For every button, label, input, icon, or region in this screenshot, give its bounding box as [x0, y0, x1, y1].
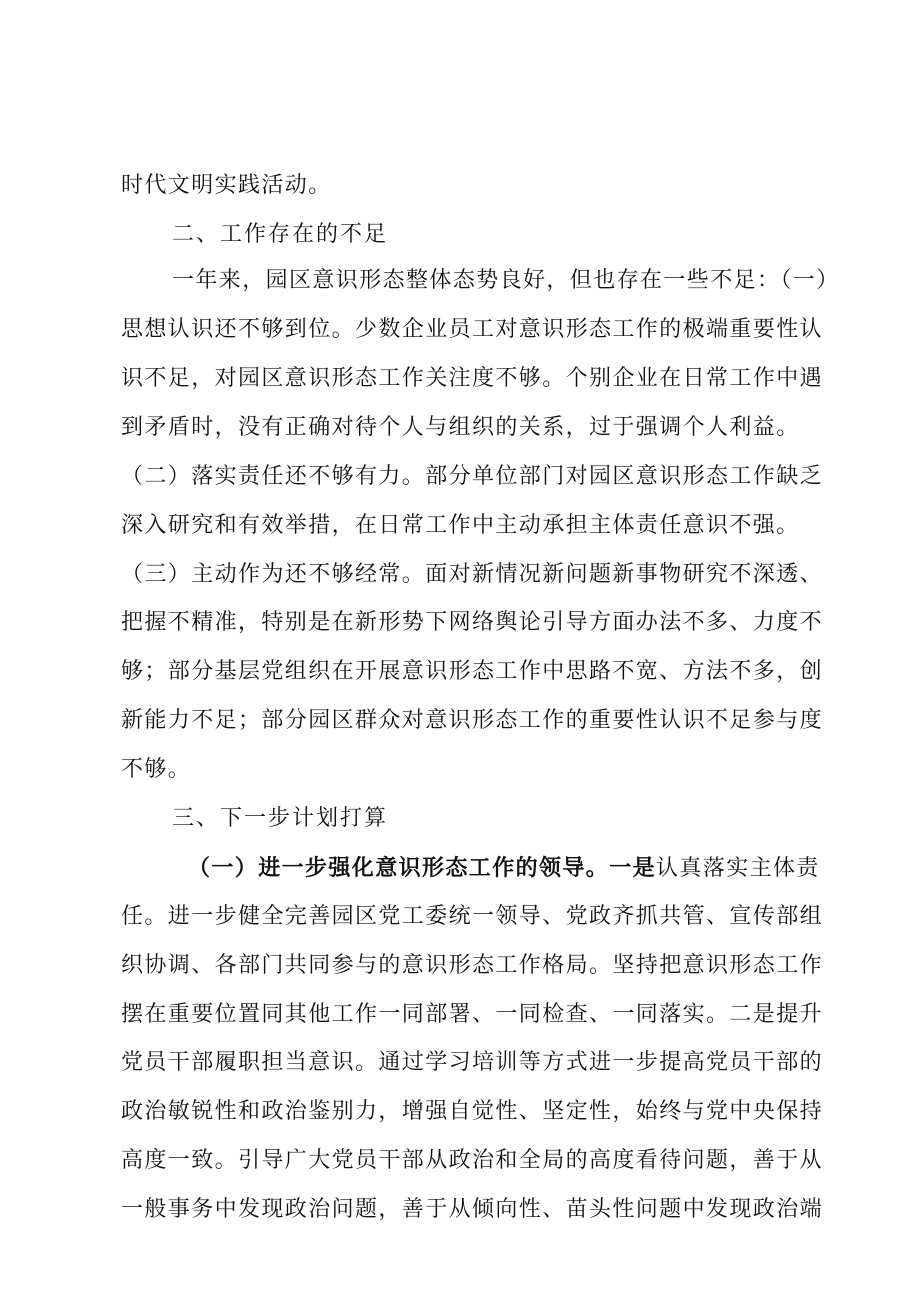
paragraph-line: 把握不精准，特别是在新形势下网络舆论引导方面办法不多、力度不: [121, 610, 824, 635]
paragraph-line: 够；部分基层党组织在开展意识形态工作中思路不宽、方法不多，创: [121, 659, 824, 684]
point-marker-first: 一是: [609, 855, 657, 881]
paragraph-line: 不够。: [121, 757, 192, 782]
paragraph-line: 一般事务中发现政治问题，善于从倾向性、苗头性问题中发现政治端: [121, 1197, 824, 1222]
paragraph-line: 任。进一步健全完善园区党工委统一领导、党政齐抓共管、宣传部组: [121, 904, 824, 929]
paragraph-line: 党员干部履职担当意识。通过学习培训等方式进一步提高党员干部的: [121, 1050, 824, 1075]
paragraph-line: （三）主动作为还不够经常。面对新情况新问题新事物研究不深透、: [121, 562, 824, 587]
section-heading-shortcomings: 二、工作存在的不足: [172, 222, 389, 247]
paragraph-line: 摆在重要位置同其他工作一同部署、一同检查、一同落实。二是提升: [121, 1002, 824, 1027]
paragraph-line: 深入研究和有效举措，在日常工作中主动承担主体责任意识不强。: [121, 513, 800, 538]
paragraph-line: 新能力不足；部分园区群众对意识形态工作的重要性认识不足参与度: [121, 708, 824, 733]
paragraph-line: 识不足，对园区意识形态工作关注度不够。个别企业在日常工作中遇: [121, 366, 824, 391]
paragraph-line: 高度一致。引导广大党员干部从政治和全局的高度看待问题，善于从: [121, 1148, 824, 1173]
paragraph-line: 政治敏锐性和政治鉴别力，增强自觉性、坚定性，始终与党中央保持: [121, 1099, 824, 1124]
paragraph-line: 思想认识还不够到位。少数企业员工对意识形态工作的极端重要性认: [121, 317, 824, 342]
paragraph-line: （二）落实责任还不够有力。部分单位部门对园区意识形态工作缺乏: [121, 464, 824, 489]
subheading-strengthen-leadership: （一）进一步强化意识形态工作的领导。: [188, 855, 610, 881]
paragraph-line: 到矛盾时，没有正确对待个人与组织的关系，过于强调个人利益。: [121, 415, 800, 440]
paragraph-line: 时代文明实践活动。: [121, 173, 332, 198]
section-heading-next-steps: 三、下一步计划打算: [172, 806, 389, 831]
paragraph-line: 一年来，园区意识形态整体态势良好，但也存在一些不足：（一）: [172, 268, 840, 293]
paragraph-line: 织协调、各部门共同参与的意识形态工作格局。坚持把意识形态工作: [121, 953, 824, 978]
paragraph-line-first: [188, 848, 820, 888]
paragraph-text: 认真落实主体责: [656, 856, 820, 881]
